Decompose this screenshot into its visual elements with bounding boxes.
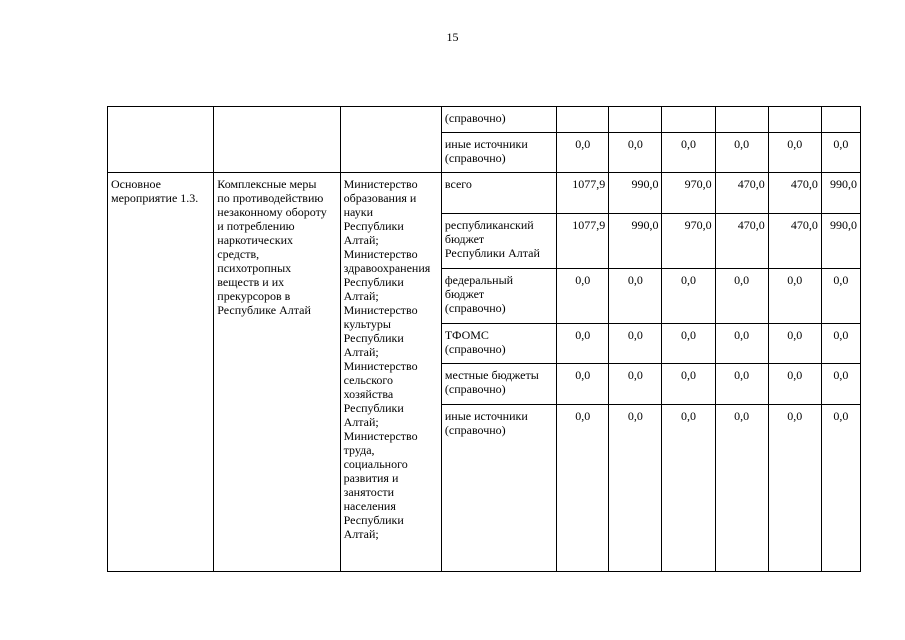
value-cell: 0,0	[715, 132, 768, 172]
value-cell: 0,0	[662, 364, 715, 404]
value-cell: 0,0	[662, 404, 715, 571]
value-cell: 0,0	[609, 323, 662, 363]
value-cell: 1077,9	[557, 213, 609, 268]
event-name-cell: Комплексные меры по противодействию незаконному обороту и потреблению наркотических средств, психотропных веществ и их прекурсоров в Республике Алтай	[214, 173, 340, 572]
value-cell: 470,0	[715, 213, 768, 268]
table-row	[108, 173, 861, 213]
empty-cell	[214, 107, 340, 173]
value-cell: 0,0	[609, 132, 662, 172]
value-cell: 0,0	[609, 404, 662, 571]
value-cell: 970,0	[662, 213, 715, 268]
value-cell: 0,0	[768, 132, 821, 172]
empty-cell	[821, 107, 860, 133]
value-cell: 0,0	[662, 268, 715, 323]
funding-source-cell: иные источники (справочно)	[441, 132, 556, 172]
value-cell: 0,0	[662, 323, 715, 363]
value-cell: 0,0	[557, 364, 609, 404]
budget-table	[107, 106, 861, 572]
empty-cell	[108, 107, 214, 173]
funding-source-cell: федеральный бюджет (справочно)	[441, 268, 556, 323]
value-cell: 0,0	[715, 268, 768, 323]
value-cell: 990,0	[609, 173, 662, 213]
value-cell: 0,0	[662, 132, 715, 172]
empty-cell	[715, 107, 768, 133]
value-cell: 990,0	[821, 173, 860, 213]
value-cell: 470,0	[768, 173, 821, 213]
empty-cell	[340, 107, 441, 173]
value-cell: 0,0	[715, 404, 768, 571]
value-cell: 0,0	[821, 268, 860, 323]
value-cell: 0,0	[715, 364, 768, 404]
value-cell: 0,0	[557, 404, 609, 571]
table-row	[108, 107, 861, 133]
value-cell: 470,0	[715, 173, 768, 213]
value-cell: 0,0	[768, 404, 821, 571]
value-cell: 0,0	[768, 268, 821, 323]
value-cell: 0,0	[821, 364, 860, 404]
event-executors-cell: Министерство образования и науки Республики Алтай; Министерство здравоохранения Республики Алтай; Министерство культуры Республики Алтай; Министерство сельского хозяйства Республики Алтай; Министерство труда, социального развития и занятости населения Республики Алтай;	[340, 173, 441, 572]
funding-source-cell: местные бюджеты (справочно)	[441, 364, 556, 404]
funding-source-cell: (справочно)	[441, 107, 556, 133]
value-cell: 0,0	[768, 364, 821, 404]
value-cell: 1077,9	[557, 173, 609, 213]
funding-source-cell: республиканский бюджет Республики Алтай	[441, 213, 556, 268]
value-cell: 990,0	[821, 213, 860, 268]
value-cell: 0,0	[768, 323, 821, 363]
value-cell: 470,0	[768, 213, 821, 268]
event-number-cell: Основное мероприятие 1.3.	[108, 173, 214, 572]
empty-cell	[557, 107, 609, 133]
page-number: 15	[446, 30, 459, 44]
value-cell: 0,0	[609, 268, 662, 323]
value-cell: 0,0	[557, 323, 609, 363]
value-cell: 0,0	[715, 323, 768, 363]
value-cell: 990,0	[609, 213, 662, 268]
empty-cell	[609, 107, 662, 133]
value-cell: 0,0	[557, 132, 609, 172]
funding-source-cell: всего	[441, 173, 556, 213]
empty-cell	[768, 107, 821, 133]
value-cell: 0,0	[821, 323, 860, 363]
funding-source-cell: иные источники (справочно)	[441, 404, 556, 571]
value-cell: 0,0	[557, 268, 609, 323]
value-cell: 0,0	[821, 404, 860, 571]
value-cell: 970,0	[662, 173, 715, 213]
value-cell: 0,0	[609, 364, 662, 404]
funding-source-cell: ТФОМС (справочно)	[441, 323, 556, 363]
value-cell: 0,0	[821, 132, 860, 172]
empty-cell	[662, 107, 715, 133]
